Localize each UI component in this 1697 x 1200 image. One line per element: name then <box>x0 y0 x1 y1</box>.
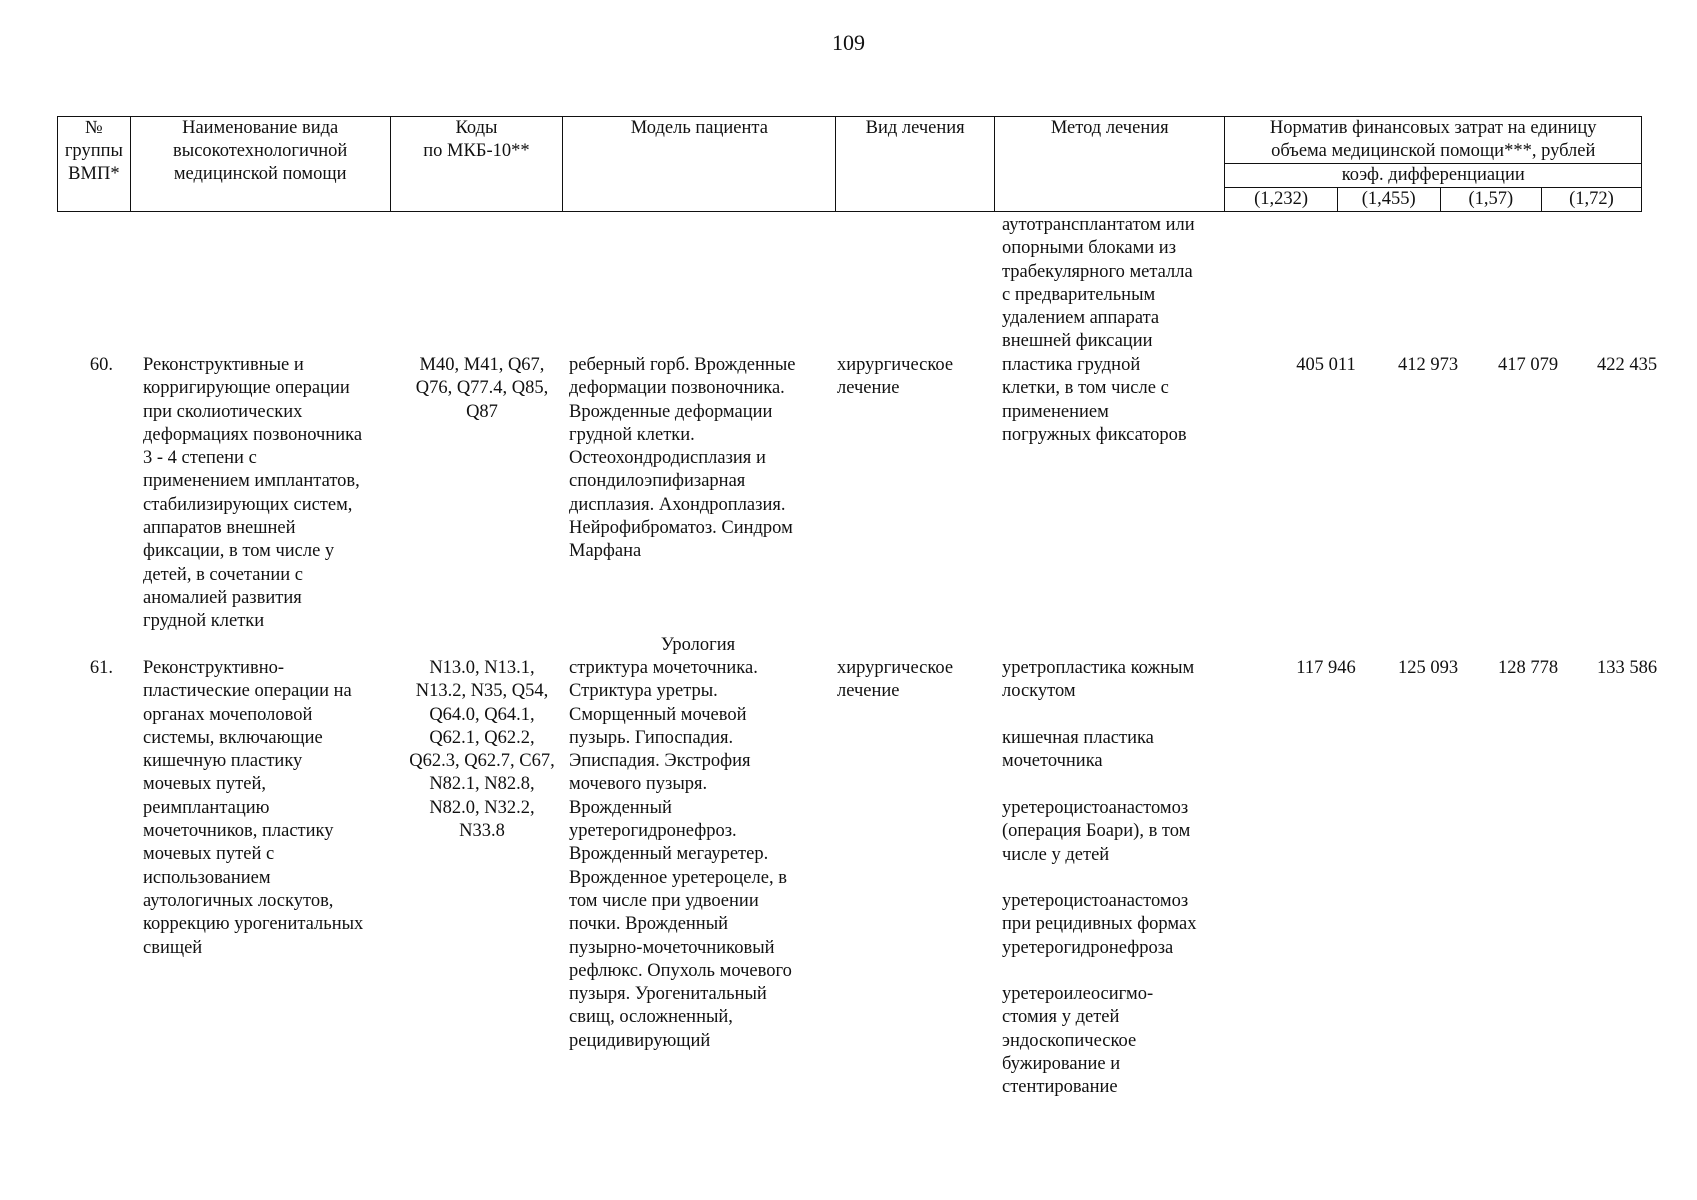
row-61-method-1: уретропластика кожным лоскутом <box>1002 658 1195 702</box>
header-treatment-type: Вид лечения <box>836 117 995 212</box>
header-coef-1: (1,232) <box>1225 188 1337 212</box>
row-60-type: хирургическое лечение <box>837 355 954 399</box>
row-61-type: хирургическое лечение <box>837 658 954 702</box>
row-61-price-1: 117 946 <box>1296 658 1356 678</box>
row-61-price-2: 125 093 <box>1397 658 1459 678</box>
row-61-codes: N13.0, N13.1, N13.2, N35, Q54, Q64.0, Q64.1, Q62.1, Q62.2, Q62.3, Q62.7, C67, N82.1, N82.8, N82.0, N32.2, N33.8 <box>409 658 555 842</box>
row-61-method-3: уретероцистоанастомоз (операция Боари), в том числе у детей <box>1002 798 1191 865</box>
header-cost-norm: Норматив финансовых затрат на единицу объема медицинской помощи***, рублей <box>1225 117 1642 164</box>
row-61-method-2: кишечная пластика мочеточника <box>1002 728 1154 772</box>
header-coef-3: (1,57) <box>1440 188 1541 212</box>
row-60-price-1: 405 011 <box>1296 355 1356 375</box>
row-60-price-3: 417 079 <box>1497 355 1559 375</box>
table-header <box>57 116 1642 212</box>
row-60-codes: M40, M41, Q67, Q76, Q77.4, Q85, Q87 <box>415 355 549 422</box>
header-group-number: № группы ВМП* <box>58 117 131 212</box>
row-61-model: стриктура мочеточника. Стриктура уретры. Сморщенный мочевой пузырь. Гипоспадия. Эписпадия. Экстрофия мочевого пузыря. Врожденный уретерогидронефроз. Врожденный мегауретер. Врожденное уретероцеле, в том числе при удвоении почки. Врожденный пузырно-мочеточниковый рефлюкс. Опухоль мочевого пузыря. Урогенитальный свищ, осложненный, рецидивирующий <box>569 658 792 1051</box>
row-61-name: Реконструктивно- пластические операции на органах мочеполовой системы, включающие кишечную пластику мочевых путей, реимплантацию мочеточников, пластику мочевых путей с использованием аутологичных лоскутов, коррекцию урогенитальных свищей <box>143 658 364 958</box>
row-61-method-4: уретероцистоанастомоз при рецидивных формах уретерогидронефроза <box>1002 891 1197 958</box>
header-coef-2: (1,455) <box>1337 188 1440 212</box>
section-title-urology: Урология <box>660 635 736 655</box>
header-coef-4: (1,72) <box>1541 188 1641 212</box>
header-patient-model: Модель пациента <box>563 117 836 212</box>
row-61-method-5: уретероилеосигмо- стомия у детей эндоскопическое бужирование и стентирование <box>1002 984 1154 1098</box>
page-number: 109 <box>832 30 865 55</box>
row-60-model: реберный горб. Врожденные деформации позвоночника. Врожденные деформации грудной клетки. Остеохондродисплазия и спондилоэпифизарная дисплазия. Ахондроплазия. Нейрофиброматоз. Синдром Марфана <box>569 355 796 562</box>
row-60-price-4: 422 435 <box>1596 355 1658 375</box>
row-60-number: 60. <box>89 355 113 375</box>
continuation-method: аутотрансплантатом или опорными блоками из трабекулярного металла с предварительным удалением аппарата внешней фиксации <box>1002 215 1195 352</box>
row-61-number: 61. <box>89 658 113 678</box>
row-61-price-4: 133 586 <box>1596 658 1658 678</box>
row-60-price-2: 412 973 <box>1397 355 1459 375</box>
header-icd-codes: Коды по МКБ-10** <box>390 117 563 212</box>
header-treatment-method: Метод лечения <box>995 117 1225 212</box>
row-60-name: Реконструктивные и корригирующие операции при сколиотических деформациях позвоночника 3 - 4 степени с применением имплантатов, стабилизирующих систем, аппаратов внешней фиксации, в том числе у детей, в сочетании с аномалией развития грудной клетки <box>143 355 363 632</box>
row-61-price-3: 128 778 <box>1497 658 1559 678</box>
header-coefficient: коэф. дифференциации <box>1225 164 1642 188</box>
row-60-method: пластика грудной клетки, в том числе с применением погружных фиксаторов <box>1002 355 1187 445</box>
header-care-type-name: Наименование вида высокотехнологичной медицинской помощи <box>130 117 390 212</box>
